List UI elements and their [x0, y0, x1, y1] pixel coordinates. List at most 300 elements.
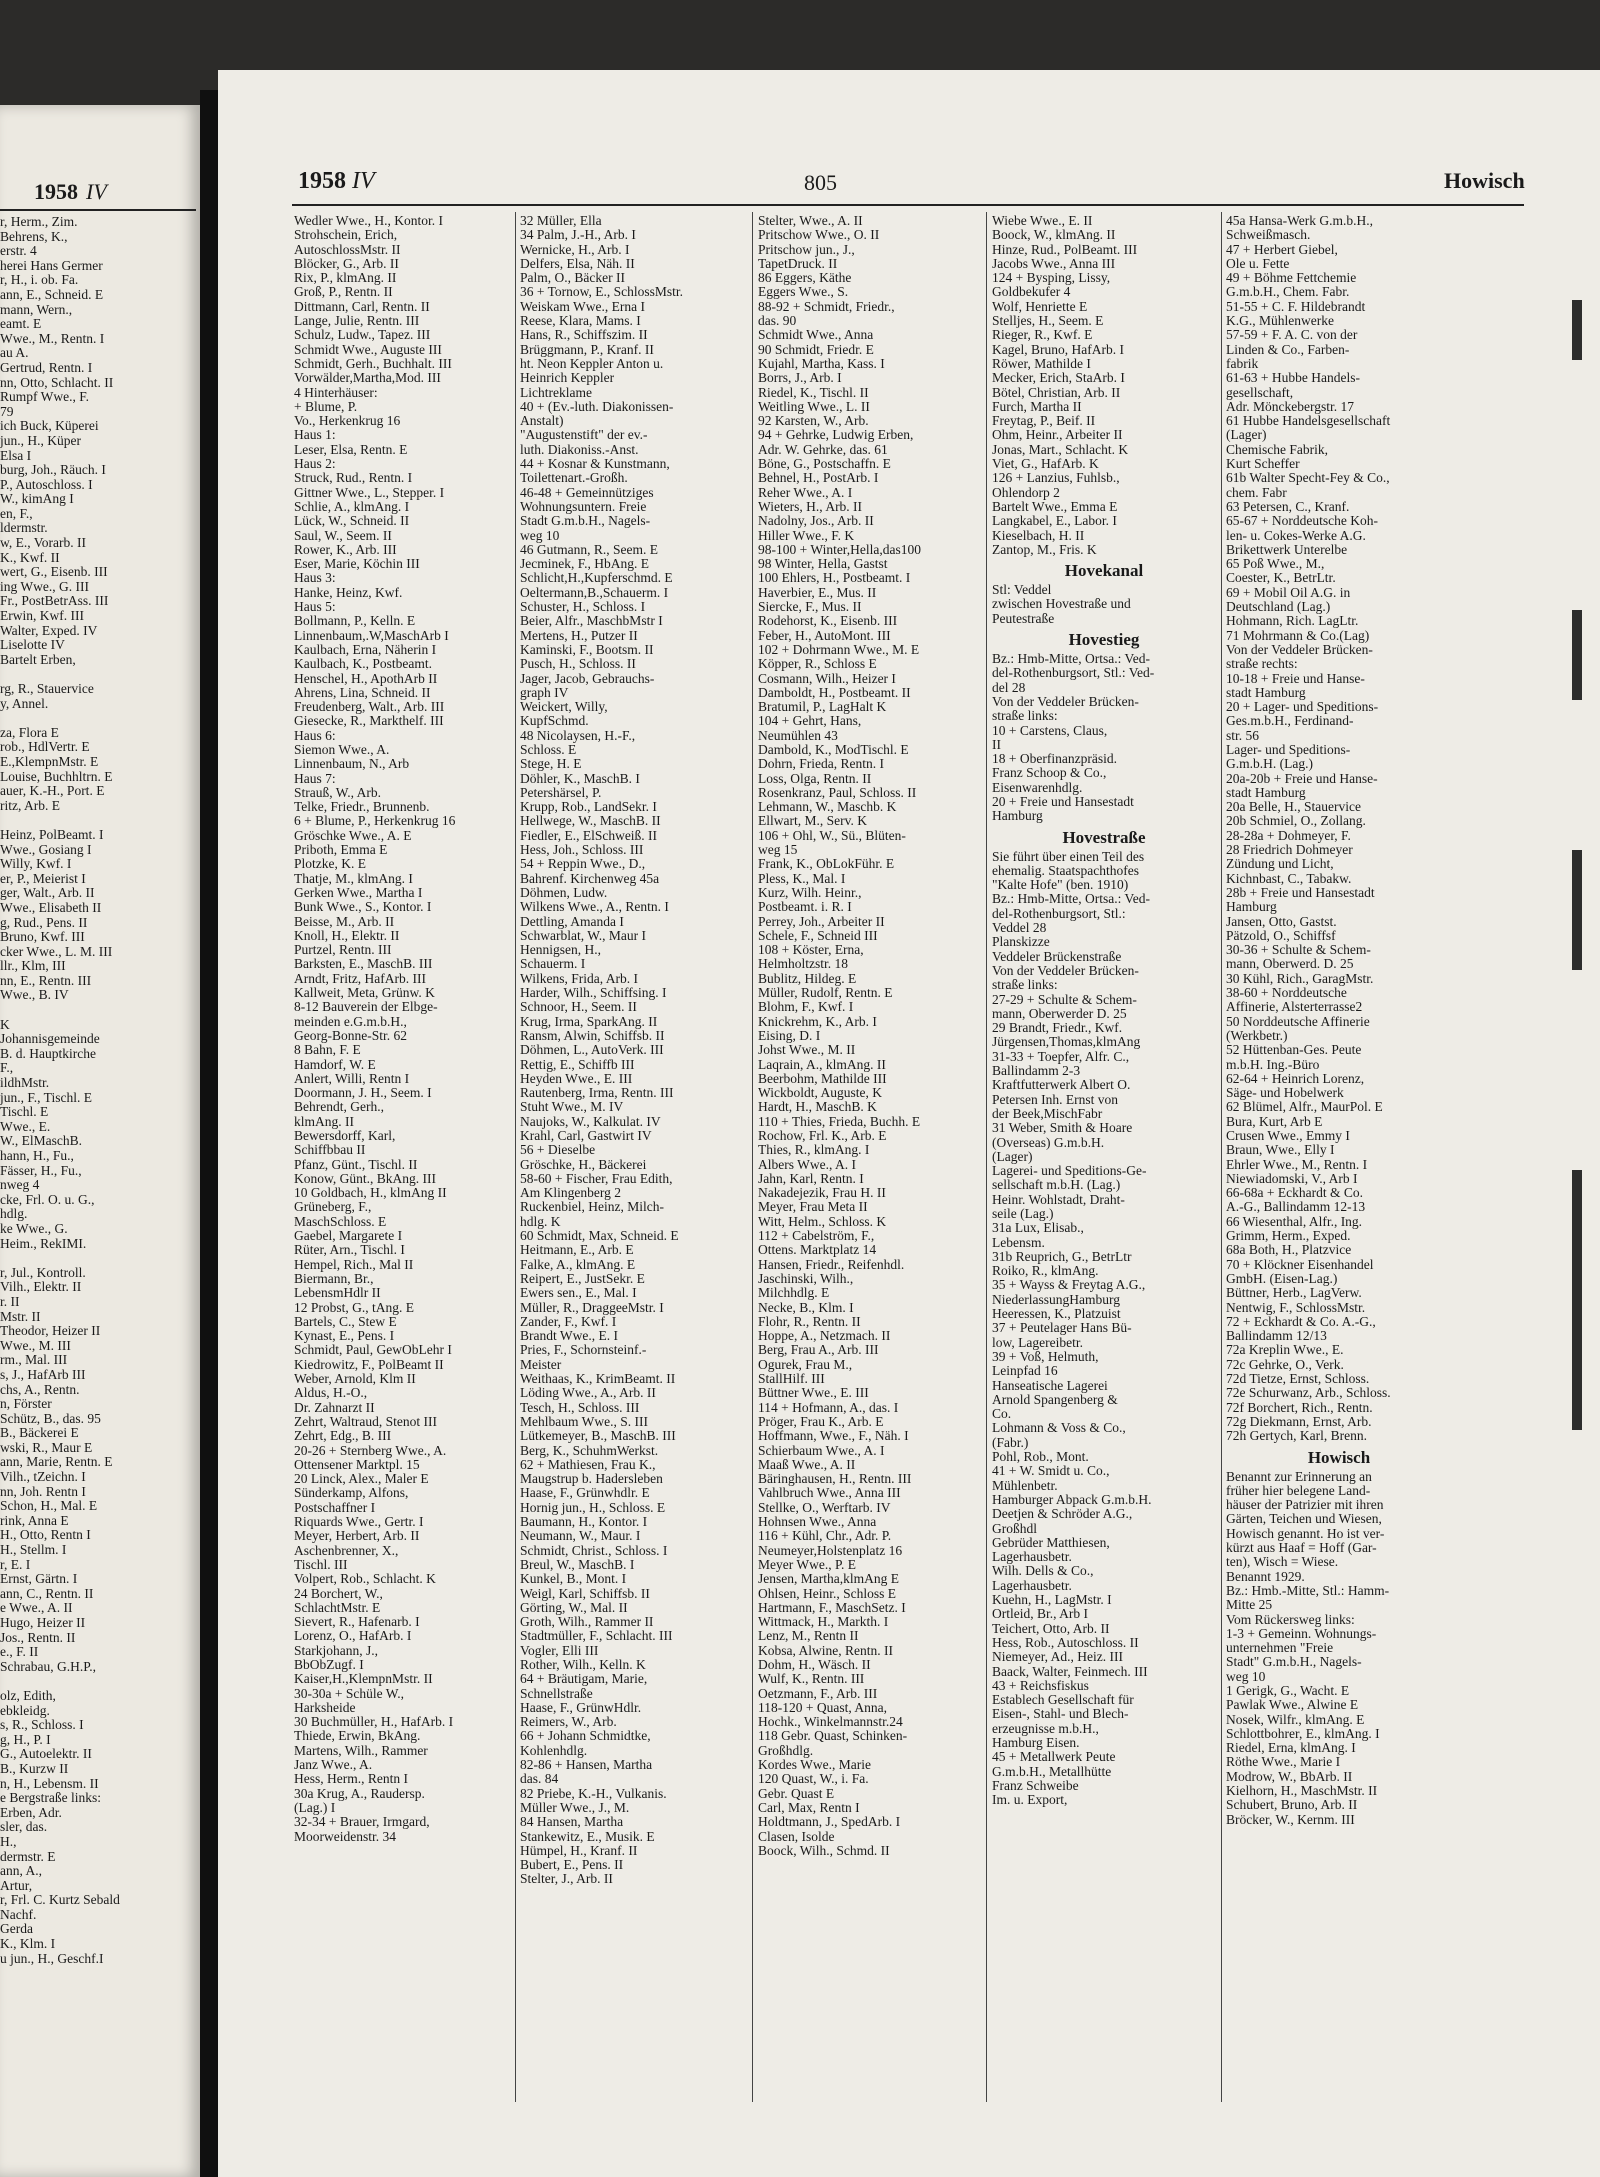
directory-entry: 68a Both, H., Platzvice: [1226, 1243, 1352, 1258]
directory-entry: r, H., i. ob. Fa.: [0, 273, 79, 288]
directory-entry: Wieters, H., Arb. II: [758, 499, 863, 514]
directory-entry: Vo., Herkenkrug 16: [294, 414, 401, 429]
directory-entry: [0, 1674, 198, 1689]
directory-entry: ebkleidg.: [0, 1703, 50, 1718]
directory-entry: Arndt, Fritz, HafArb. III: [294, 971, 426, 986]
directory-entry: Linnenbaum, N., Arb: [294, 757, 410, 772]
directory-entry: 20 + Freie und Hansestadt: [992, 794, 1134, 809]
directory-entry: nn, Otto, Schlacht. II: [0, 375, 114, 390]
directory-entry: Im. u. Export,: [992, 1793, 1068, 1808]
directory-entry: Köpper, R., Schloss E: [758, 657, 877, 672]
directory-entry: (Lag.) I: [294, 1800, 336, 1815]
directory-entry: cker Wwe., L. M. III: [0, 944, 113, 959]
directory-entry: [0, 711, 198, 726]
directory-entry: Naujoks, W., Kalkulat. IV: [520, 1114, 661, 1129]
directory-entry: Anstalt): [520, 414, 564, 429]
directory-entry: luth. Diakoniss.-Anst.: [520, 442, 639, 457]
directory-entry: Harder, Wilh., Schiffsing. I: [520, 986, 667, 1001]
directory-entry: Struck, Rud., Rentn. I: [294, 471, 413, 486]
directory-entry: jun., H., Küper: [0, 433, 81, 448]
directory-entry: Planskizze: [992, 935, 1050, 950]
directory-entry: Frank, K., ObLokFühr. E: [758, 857, 895, 872]
directory-entry: Kaiser,H.,KlempnMstr. II: [294, 1672, 433, 1687]
directory-entry: Ogurek, Frau M.,: [758, 1357, 853, 1372]
directory-entry: BbObZugf. I: [294, 1657, 364, 1672]
directory-entry: Bartelt Erben,: [0, 652, 76, 667]
directory-entry: Ottensener Marktpl. 15: [294, 1457, 420, 1472]
directory-entry: del-Rothenburgsort, Stl.: Ved-: [992, 666, 1155, 681]
directory-entry: Gerda: [0, 1922, 33, 1937]
directory-entry: r. II: [0, 1294, 20, 1309]
directory-entry: Telke, Friedr., Brunnenb.: [294, 800, 430, 815]
directory-entry: Hess, Herm., Rentn I: [294, 1772, 408, 1787]
directory-entry: zwischen Hovestraße und: [992, 597, 1131, 612]
directory-entry: Hamburger Abpack G.m.b.H.: [992, 1492, 1152, 1507]
directory-entry: Büttner, Herb., LagVerw.: [1226, 1286, 1362, 1301]
directory-entry: 28-28a + Dohmeyer, F.: [1226, 828, 1351, 843]
directory-entry: H., Otto, Rentn I: [0, 1528, 91, 1543]
street-heading: Howisch: [1307, 1447, 1371, 1467]
directory-entry: rg, R., Stauervice: [0, 682, 94, 696]
directory-entry: Purtzel, Rentn. III: [294, 943, 392, 958]
directory-entry: mann, Oberwerder D. 25: [992, 1006, 1127, 1021]
directory-entry: Konow, Günt., BkAng. III: [294, 1171, 436, 1186]
directory-entry: Neumann, W., Maur. I: [520, 1529, 641, 1544]
directory-entry: g, Rud., Pens. II: [0, 915, 88, 930]
directory-entry: str. 56: [1226, 728, 1260, 743]
directory-entry: Schmidt Wwe., Auguste III: [294, 342, 442, 357]
directory-entry: Co.: [992, 1407, 1012, 1422]
directory-entry: sler, das.: [0, 1820, 48, 1835]
directory-entry: 66 + Johann Schmidtke,: [520, 1729, 651, 1744]
column-divider-4: [1221, 212, 1222, 2102]
directory-entry: Döhmen, L., AutoVerk. III: [520, 1043, 664, 1058]
directory-entry: meinden e.G.m.b.H.,: [294, 1014, 407, 1029]
directory-entry: Hamdorf, W. E: [294, 1057, 376, 1072]
directory-entry: 62 Blümel, Alfr., MaurPol. E: [1226, 1100, 1383, 1115]
directory-entry: Boock, Wilh., Schmd. II: [758, 1843, 890, 1858]
directory-entry: Dittmann, Carl, Rentn. II: [294, 299, 430, 314]
directory-entry: 84 Hansen, Martha: [520, 1815, 624, 1830]
directory-entry: Brüggmann, P., Kranf. II: [520, 342, 654, 357]
directory-entry: W., ElMaschB.: [0, 1134, 82, 1149]
directory-entry: 37 + Peutelager Hans Bü-: [992, 1321, 1132, 1336]
directory-entry: Aschenbrenner, X.,: [294, 1543, 399, 1558]
directory-entry: B. d. Hauptkirche: [0, 1046, 96, 1061]
directory-entry: 64 + Bräutigam, Marie,: [520, 1672, 648, 1687]
directory-entry: 94 + Gehrke, Ludwig Erben,: [758, 428, 914, 443]
directory-entry: Leser, Elsa, Rentn. E: [294, 442, 408, 457]
directory-entry: Rüter, Arn., Tischl. I: [294, 1243, 405, 1258]
directory-entry: Franz Schweibe: [992, 1778, 1079, 1793]
directory-entry: Bura, Kurt, Arb E: [1226, 1114, 1323, 1129]
directory-entry: Müller Wwe., J., M.: [520, 1800, 630, 1815]
directory-entry: Hornig jun., H., Schloss. E: [520, 1500, 666, 1515]
directory-entry: Stelljes, H., Seem. E: [992, 314, 1104, 329]
directory-entry: ldermstr.: [0, 521, 48, 536]
directory-entry: Jos., Rentn. II: [0, 1630, 76, 1645]
directory-entry: Lagerei- und Speditions-Ge-: [992, 1164, 1147, 1179]
directory-entry: das. 90: [758, 314, 797, 329]
directory-entry: Furch, Martha II: [992, 399, 1082, 414]
directory-entry: Ruckenbiel, Heinz, Milch-: [520, 1200, 664, 1215]
directory-entry: Heinz, PolBeamt. I: [0, 827, 104, 842]
directory-entry: Nosek, Wilfr., klmAng. E: [1226, 1712, 1365, 1727]
directory-entry: Mertens, H., Putzer II: [520, 628, 638, 643]
directory-entry: K.G., Mühlenwerke: [1226, 314, 1334, 329]
directory-entry: Büttner Wwe., E. III: [758, 1386, 869, 1401]
directory-entry: Coester, K., BetrLtr.: [1226, 571, 1336, 586]
directory-entry: Ges.m.b.H., Ferdinand-: [1226, 714, 1354, 729]
directory-entry: Rochow, Frl. K., Arb. E: [758, 1129, 887, 1143]
directory-entry: Heitmann, E., Arb. E: [520, 1243, 634, 1258]
directory-entry: u jun., H., Geschf.I: [0, 1951, 104, 1966]
directory-entry: [0, 667, 198, 682]
directory-entry: 20-26 + Sternberg Wwe., A.: [294, 1443, 447, 1458]
directory-entry: Reese, Klara, Mams. I: [520, 314, 641, 329]
directory-entry: llr., Klm, III: [0, 959, 66, 974]
directory-entry: Bublitz, Hildeg. E: [758, 971, 857, 986]
directory-entry: Von der Veddeler Brücken-: [1226, 642, 1373, 657]
directory-entry: Dr. Zahnarzt II: [294, 1400, 375, 1415]
directory-entry: Pfanz, Günt., Tischl. II: [294, 1157, 418, 1172]
directory-entry: 29 Brandt, Friedr., Kwf.: [992, 1021, 1123, 1036]
directory-entry: [0, 813, 198, 828]
directory-entry: Saul, W., Seem. II: [294, 528, 392, 543]
directory-entry: Arnold Spangenberg &: [992, 1392, 1118, 1407]
directory-entry: Riedel, K., Tischl. II: [758, 385, 869, 400]
directory-entry: Stadt" G.m.b.H., Nagels-: [1226, 1655, 1362, 1670]
directory-entry: Teichert, Otto, Arb. II: [992, 1621, 1110, 1636]
directory-entry: Brandt Wwe., E. I: [520, 1329, 618, 1344]
directory-entry: Dettling, Amanda I: [520, 914, 624, 929]
directory-entry: ritz, Arb. E: [0, 798, 60, 813]
directory-entry: Behrendt, Gerh.,: [294, 1100, 384, 1115]
directory-entry: Pusch, H., Schloss. II: [520, 657, 636, 672]
directory-entry: Falke, A., klmAng. E: [520, 1257, 636, 1272]
directory-entry: Schubert, Bruno, Arb. II: [1226, 1798, 1358, 1813]
directory-column-3: [758, 214, 982, 1858]
directory-entry: Postbeamt. i. R. I: [758, 900, 852, 915]
directory-entry: Vorwälder,Martha,Mod. III: [294, 371, 441, 386]
directory-entry: Zehrt, Waltraud, Stenot III: [294, 1414, 437, 1429]
directory-entry: Eisen-, Stahl- und Blech-: [992, 1707, 1129, 1722]
directory-entry: 86 Eggers, Käthe: [758, 271, 852, 286]
directory-entry: Wittmack, H., Markth. I: [758, 1615, 889, 1630]
directory-entry: Riquards Wwe., Gertr. I: [294, 1515, 424, 1530]
directory-entry: 72h Gertych, Karl, Brenn.: [1226, 1429, 1367, 1444]
directory-entry: 24 Borchert, W.,: [294, 1586, 383, 1601]
directory-entry: 30-36 + Schulte & Schem-: [1226, 943, 1371, 958]
directory-entry: Jansen, Otto, Gastst.: [1226, 914, 1337, 929]
directory-entry: "Kalte Hofe" (ben. 1910): [992, 878, 1129, 893]
directory-entry: hdlg.: [0, 1207, 28, 1222]
directory-entry: Vahlbruch Wwe., Anna III: [758, 1486, 901, 1501]
directory-entry: Bratumil, P., LagHalt K: [758, 700, 887, 715]
directory-entry: Haase, F., GrünwHdlr.: [520, 1700, 642, 1715]
directory-entry: Henschel, H., ApothArb II: [294, 671, 438, 686]
directory-entry: NiederlassungHamburg: [992, 1292, 1120, 1307]
street-heading: Hovestieg: [1068, 630, 1140, 650]
directory-entry: Haus 5:: [294, 600, 336, 615]
directory-entry: 102 + Dohrmann Wwe., M. E: [758, 642, 920, 657]
directory-entry: 50 Norddeutsche Affinerie: [1226, 1014, 1370, 1029]
directory-entry: Albers Wwe., A. I: [758, 1157, 856, 1172]
directory-entry: chem. Fabr: [1226, 485, 1287, 500]
directory-entry: Bollmann, P., Kelln. E: [294, 614, 416, 629]
directory-entry: Oetzmann, F., Arb. III: [758, 1686, 878, 1701]
directory-entry: Hoffmann, Wwe., F., Näh. I: [758, 1429, 909, 1444]
directory-entry: (Fabr.): [992, 1435, 1029, 1450]
directory-entry: Rettig, E., Schiffb III: [520, 1057, 635, 1072]
directory-entry: Dohrn, Frieda, Rentn. I: [758, 757, 884, 772]
directory-entry: Necke, B., Klm. I: [758, 1300, 854, 1315]
directory-entry: Wedler Wwe., H., Kontor. I: [294, 214, 444, 228]
directory-entry: weg 10: [520, 528, 560, 543]
directory-entry: Nachf.: [0, 1907, 37, 1922]
directory-entry: Wohnungsuntern. Freie: [520, 499, 647, 514]
directory-entry: nn, Joh. Rentn I: [0, 1484, 86, 1499]
directory-entry: Reimers, W., Arb.: [520, 1715, 617, 1730]
directory-entry: Hess, Joh., Schloss. III: [520, 843, 644, 858]
directory-entry: r, Frl. C. Kurtz Sebald: [0, 1893, 120, 1908]
directory-entry: Niewiadomski, V., Arb I: [1226, 1171, 1358, 1186]
directory-entry: Veddeler Brückenstraße: [992, 949, 1122, 964]
directory-entry: 61-63 + Hubbe Handels-: [1226, 371, 1360, 386]
directory-entry: Petershärsel, P.: [520, 785, 602, 800]
directory-entry: Schloss. E: [520, 742, 577, 757]
directory-entry: Deutschland (Lag.): [1226, 600, 1331, 615]
directory-entry: "Augustenstift" der ev.-: [520, 428, 648, 443]
directory-entry: Schon, H., Mal. E: [0, 1499, 98, 1514]
directory-entry: Schweißmasch.: [1226, 228, 1311, 243]
directory-entry: Holdtmann, J., SpedArb. I: [758, 1815, 901, 1830]
directory-entry: Hamburg: [1226, 900, 1277, 915]
directory-entry: Georg-Bonne-Str. 62: [294, 1028, 407, 1043]
directory-entry: Bötel, Christian, Arb. II: [992, 385, 1121, 400]
directory-entry: Wilkens, Frida, Arb. I: [520, 971, 638, 986]
directory-entry: 34 Palm, J.-H., Arb. I: [520, 228, 636, 243]
directory-entry: Toilettenart.-Großh.: [520, 471, 628, 486]
directory-entry: Röthe Wwe., Marie I: [1226, 1755, 1341, 1770]
directory-entry: häuser der Patrizier mit ihren: [1226, 1498, 1384, 1513]
directory-entry: hdlg. K: [520, 1214, 561, 1229]
directory-entry: AutoschlossMstr. II: [294, 242, 401, 257]
directory-entry: Giesecke, R., Markthelf. III: [294, 714, 444, 729]
directory-entry: Gebrüder Matthiesen,: [992, 1535, 1110, 1550]
directory-entry: Franz Schoop & Co.,: [992, 766, 1107, 781]
directory-entry: Starkjohann, J.,: [294, 1643, 378, 1658]
left-header-volume: IV: [86, 179, 107, 204]
street-heading: Hovekanal: [1064, 561, 1144, 581]
directory-column-5: [1226, 214, 1452, 1827]
directory-entry: (Overseas) G.m.b.H.: [992, 1135, 1105, 1150]
directory-entry: Stelter, J., Arb. II: [520, 1872, 613, 1887]
directory-entry: Kielhorn, H., MaschMstr. II: [1226, 1784, 1378, 1799]
directory-entry: Behrens, K.,: [0, 229, 68, 244]
directory-entry: Ohlendorp 2: [992, 485, 1060, 500]
directory-entry: Lohmann & Voss & Co.,: [992, 1421, 1126, 1436]
directory-entry: Gittner Wwe., L., Stepper. I: [294, 485, 445, 500]
directory-entry: Jahn, Karl, Rentn. I: [758, 1171, 864, 1186]
directory-entry: s, J., HafArb III: [0, 1367, 86, 1382]
directory-entry: Stadtmüller, F., Schlacht. III: [520, 1629, 673, 1644]
directory-entry: 62-64 + Heinrich Lorenz,: [1226, 1071, 1365, 1086]
directory-entry: Wwe., M. III: [0, 1338, 71, 1353]
directory-entry: Bruno, Kwf. III: [0, 930, 85, 945]
directory-entry: A.-G., Ballindamm 12-13: [1226, 1200, 1366, 1215]
directory-entry: 31 Weber, Smith & Hoare: [992, 1121, 1133, 1136]
directory-entry: Affinerie, Alsterterrasse2: [1226, 1000, 1363, 1015]
directory-entry: 32-34 + Brauer, Irmgard,: [294, 1815, 430, 1830]
directory-entry: Ohm, Heinr., Arbeiter II: [992, 428, 1123, 443]
directory-column-4: [992, 214, 1216, 1807]
directory-entry: Laqrain, A., klmAng. II: [758, 1057, 886, 1072]
directory-entry: G.m.b.H., Metallhütte: [992, 1764, 1112, 1779]
directory-entry: ann, Marie, Rentn. E: [0, 1455, 113, 1470]
directory-entry: Artur,: [0, 1878, 33, 1893]
directory-entry: Hochk., Winkelmannstr.24: [758, 1715, 903, 1730]
directory-entry: Grimm, Herm., Exped.: [1226, 1229, 1351, 1244]
directory-entry: 20a-20b + Freie und Hanse-: [1226, 771, 1378, 786]
directory-entry: 63 Petersen, C., Kranf.: [1226, 499, 1350, 514]
directory-entry: Heyden Wwe., E. III: [520, 1071, 633, 1086]
directory-entry: Krupp, Rob., LandSekr. I: [520, 800, 657, 815]
directory-entry: H., Stellm. I: [0, 1543, 67, 1558]
directory-entry: Lück, W., Schneid. II: [294, 514, 410, 529]
directory-entry: Goldbekufer 4: [992, 285, 1071, 300]
directory-entry: gesellschaft,: [1226, 385, 1294, 400]
directory-entry: Löding Wwe., A., Arb. II: [520, 1386, 656, 1401]
directory-entry: Eser, Marie, Köchin III: [294, 557, 420, 572]
directory-entry: 30a Krug, A., Raudersp.: [294, 1786, 425, 1801]
directory-entry: Mühlenbetr.: [992, 1478, 1058, 1493]
directory-entry: Schulz, Ludw., Tapez. III: [294, 328, 431, 343]
directory-entry: K., Klm. I: [0, 1937, 56, 1952]
directory-entry: 106 + Ohl, W., Sü., Blüten-: [758, 828, 906, 843]
directory-entry: unternehmen "Freie: [1226, 1641, 1334, 1656]
directory-entry: Bröcker, W., Kernm. III: [1226, 1812, 1355, 1827]
directory-entry: Wwe., Gosiang I: [0, 842, 92, 857]
directory-entry: Aldus, H.-O.,: [294, 1386, 368, 1401]
directory-entry: Adr. Mönckebergstr. 17: [1226, 399, 1354, 414]
directory-entry: mann, Oberwerd. D. 25: [1226, 957, 1354, 972]
directory-entry: Jecminek, F., HbAng. E: [520, 557, 650, 572]
left-page-column: [0, 215, 198, 1966]
column-divider-3: [986, 212, 987, 2102]
header-street-name: Howisch: [1444, 168, 1525, 193]
directory-entry: Clasen, Isolde: [758, 1829, 835, 1844]
directory-entry: Zander, F., Kwf. I: [520, 1314, 617, 1329]
directory-entry: (Lager): [992, 1149, 1033, 1164]
directory-entry: Lagerhausbetr.: [992, 1550, 1072, 1565]
directory-entry: 28 Friedrich Dohmeyer: [1226, 843, 1353, 858]
page-edge-mark: [1572, 610, 1582, 700]
directory-entry: Ewers sen., E., Mal. I: [520, 1286, 637, 1301]
directory-entry: Ahrens, Lina, Schneid. II: [294, 685, 431, 700]
directory-entry: 30 Buchmüller, H., HafArb. I: [294, 1715, 454, 1730]
directory-entry: Deetjen & Schröder A.G.,: [992, 1507, 1133, 1522]
directory-entry: r, Herm., Zim.: [0, 215, 78, 229]
directory-entry: Modrow, W., BbArb. II: [1226, 1769, 1353, 1784]
directory-entry: Bz.: Hmb-Mitte, Ortsa.: Ved-: [992, 892, 1150, 907]
directory-entry: Hennigsen, H.,: [520, 943, 601, 958]
directory-entry: Neumühlen 43: [758, 728, 838, 743]
directory-entry: Wolf, Henriette E: [992, 299, 1088, 314]
directory-entry: Eising, D. I: [758, 1028, 821, 1043]
directory-entry: Schrabau, G.H.P.,: [0, 1659, 96, 1674]
directory-entry: Jacobs Wwe., Anna III: [992, 256, 1116, 271]
directory-entry: Veddel 28: [992, 921, 1047, 936]
directory-entry: Vogler, Elli III: [520, 1643, 599, 1658]
directory-entry: Wulf, K., Rentn. III: [758, 1672, 865, 1687]
directory-entry: g, H., P. I: [0, 1732, 51, 1747]
directory-entry: 71 Mohrmann & Co.(Lag): [1226, 628, 1370, 643]
directory-entry: Jensen, Martha,klmAng E: [758, 1572, 899, 1587]
right-page-header-left: [298, 168, 375, 195]
directory-entry: 10-18 + Freie und Hanse-: [1226, 671, 1365, 686]
directory-entry: 104 + Gehrt, Hans,: [758, 714, 862, 729]
directory-entry: K., Kwf. II: [0, 550, 60, 565]
directory-entry: Haus 1:: [294, 428, 336, 443]
directory-entry: fabrik: [1226, 356, 1259, 371]
directory-entry: len- u. Cokes-Werke A.G.: [1226, 528, 1366, 543]
directory-entry: Kujahl, Martha, Kass. I: [758, 356, 885, 371]
column-divider-2: [752, 212, 753, 2102]
left-page-header: [34, 179, 107, 205]
directory-entry: 46-48 + Gemeinnütziges: [520, 485, 654, 500]
directory-entry: Schütz, B., das. 95: [0, 1411, 101, 1426]
directory-entry: Dambold, K., ModTischl. E: [758, 742, 909, 757]
directory-entry: Gärten, Teichen und Wiesen,: [1226, 1512, 1382, 1527]
directory-entry: Fiedler, E., ElSchweiß. II: [520, 828, 658, 843]
directory-entry: Hanke, Heinz, Kwf.: [294, 585, 403, 600]
directory-entry: Borrs, J., Arb. I: [758, 371, 842, 386]
page-edge-mark: [1572, 1170, 1582, 1430]
directory-entry: (Lager): [1226, 428, 1267, 443]
directory-entry: Jager, Jacob, Gebrauchs-: [520, 671, 655, 686]
directory-entry: Doormann, J. H., Seem. I: [294, 1086, 432, 1101]
directory-entry: 70 + Klöckner Eisenhandel: [1226, 1257, 1374, 1272]
directory-entry: Reher Wwe., A. I: [758, 485, 853, 500]
directory-entry: Haus 2:: [294, 457, 336, 472]
directory-entry: 60 Schmidt, Max, Schneid. E: [520, 1229, 679, 1244]
directory-entry: Benannt 1929.: [1226, 1569, 1305, 1584]
directory-entry: Anlert, Willi, Rentn I: [294, 1071, 410, 1086]
directory-entry: 28b + Freie und Hansestadt: [1226, 885, 1375, 900]
directory-entry: w, E., Vorarb. II: [0, 536, 86, 551]
directory-entry: 118-120 + Quast, Anna,: [758, 1700, 887, 1715]
directory-entry: Schwarblat, W., Maur I: [520, 928, 646, 943]
directory-entry: Stege, H. E: [520, 757, 582, 772]
directory-entry: Heim., RekIMI.: [0, 1236, 87, 1251]
directory-entry: au A.: [0, 346, 29, 361]
directory-entry: Gebr. Quast E: [758, 1786, 835, 1801]
directory-entry: 20 Linck, Alex., Maler E: [294, 1472, 429, 1487]
directory-entry: 35 + Wayss & Freytag A.G.,: [992, 1278, 1146, 1293]
directory-entry: Mitte 25: [1226, 1598, 1273, 1613]
directory-entry: das. 84: [520, 1772, 559, 1787]
directory-entry: 44 + Kosnar & Kunstmann,: [520, 457, 670, 472]
directory-entry: Hempel, Rich., Mal II: [294, 1257, 414, 1272]
directory-entry: B., Bäckerei E: [0, 1426, 79, 1441]
directory-entry: Groth, Wilh., Rammer II: [520, 1615, 654, 1630]
directory-entry: Meyer, Frau Meta II: [758, 1200, 868, 1215]
directory-entry: Hugo, Heizer II: [0, 1616, 86, 1630]
directory-entry: Hamburg: [992, 809, 1043, 824]
book-gutter: [200, 90, 218, 2177]
directory-entry: 61 Hubbe Handelsgesellschaft: [1226, 414, 1391, 429]
